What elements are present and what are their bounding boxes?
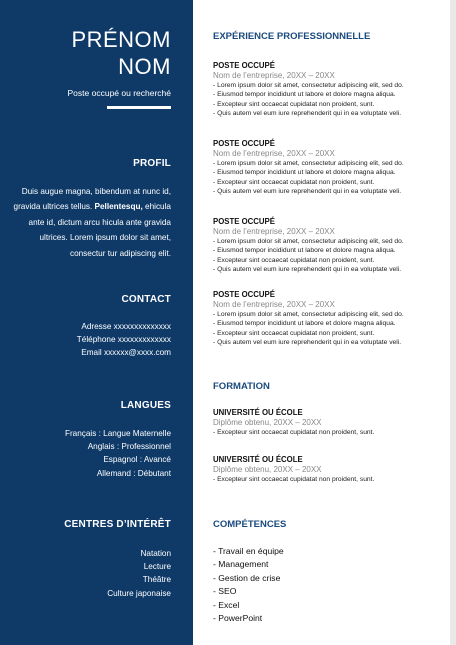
contact-address: Adresse xxxxxxxxxxxxxx — [81, 322, 171, 331]
contact-list — [77, 320, 171, 360]
contact-phone: Téléphone xxxxxxxxxxxxx — [76, 335, 171, 345]
education-entry — [213, 408, 443, 437]
contact-heading: CONTACT — [121, 294, 171, 305]
degree: Diplôme obtenu, 20XX – 20XX — [213, 418, 322, 427]
interests-heading: CENTRES D’INTÉRÊT — [64, 519, 171, 530]
job-entry — [213, 290, 443, 348]
job-bullet: - Quis autem vel eum iure reprehenderit qui in ea voluptate veli. — [213, 265, 443, 274]
skills-heading: COMPÉTENCES — [213, 519, 287, 530]
page-edge — [450, 0, 456, 645]
skill-item: - Gestion de crise — [213, 572, 284, 585]
role-title: Poste occupé ou recherché — [67, 88, 171, 98]
job-bullet: - Quis autem vel eum iure reprehenderit qui in ea voluptate veli. — [213, 338, 443, 347]
job-company: Nom de l’entreprise, 20XX – 20XX — [213, 71, 335, 80]
job-entry — [213, 139, 443, 197]
job-title: POSTE OCCUPÉ — [213, 139, 275, 148]
skills-list — [213, 545, 284, 625]
job-bullet: - Excepteur sint occaecat cupidatat non proident, sunt. — [213, 178, 443, 187]
skill-item: - Excel — [213, 599, 284, 612]
job-bullets — [213, 310, 443, 348]
language-item: Anglais : Professionnel — [87, 442, 171, 452]
sidebar — [0, 0, 193, 645]
profile-heading: PROFIL — [133, 158, 171, 169]
languages-heading: LANGUES — [120, 400, 171, 411]
job-bullet: - Lorem ipsum dolor sit amet, consectetur adipiscing elit, sed do. — [213, 81, 443, 90]
interests-list — [107, 547, 171, 600]
profile-text — [6, 184, 171, 261]
job-bullet: - Quis autem vel eum iure reprehenderit qui in ea voluptate veli. — [213, 109, 443, 118]
full-name — [71, 26, 171, 80]
first-name: PRÉNOM — [71, 27, 171, 52]
last-name: NOM — [118, 54, 171, 79]
job-bullets — [213, 81, 443, 119]
job-title: POSTE OCCUPÉ — [213, 217, 275, 226]
job-bullet: - Excepteur sint occaecat cupidatat non proident, sunt. — [213, 329, 443, 338]
job-entry — [213, 217, 443, 275]
job-bullet: - Eiusmod tempor incididunt ut labore et dolore magna aliqua. — [213, 246, 443, 255]
education-bullets — [213, 428, 443, 437]
education-bullet: - Excepteur sint occaecat cupidatat non proident, sunt. — [213, 428, 443, 437]
job-bullet: - Eiusmod tempor incididunt ut labore et dolore magna aliqua. — [213, 168, 443, 177]
experience-heading: EXPÉRIENCE PROFESSIONNELLE — [213, 31, 371, 42]
profile-text-bold: Pellentesqu, — [94, 202, 143, 212]
job-bullet: - Lorem ipsum dolor sit amet, consectetur adipiscing elit, sed do. — [213, 159, 443, 168]
interest-item: Culture japonaise — [107, 588, 171, 598]
language-item: Espagnol : Avancé — [103, 455, 171, 465]
job-bullet: - Eiusmod tempor incididunt ut labore et dolore magna aliqua. — [213, 90, 443, 99]
degree: Diplôme obtenu, 20XX – 20XX — [213, 465, 322, 474]
education-bullets — [213, 475, 443, 484]
name-divider — [107, 106, 171, 109]
education-entry — [213, 455, 443, 484]
skill-item: - SEO — [213, 585, 284, 598]
job-company: Nom de l’entreprise, 20XX – 20XX — [213, 227, 335, 236]
job-title: POSTE OCCUPÉ — [213, 61, 275, 70]
job-bullets — [213, 159, 443, 197]
job-bullet: - Excepteur sint occaecat cupidatat non proident, sunt. — [213, 256, 443, 265]
education-bullet: - Excepteur sint occaecat cupidatat non proident, sunt. — [213, 475, 443, 484]
job-title: POSTE OCCUPÉ — [213, 290, 275, 299]
skill-item: - PowerPoint — [213, 612, 284, 625]
school-name: UNIVERSITÉ OU ÉCOLE — [213, 408, 303, 417]
language-item: Français : Langue Maternelle — [64, 429, 171, 438]
contact-email: Email xxxxxx@xxxx.com — [81, 348, 171, 358]
job-bullet: - Excepteur sint occaecat cupidatat non proident, sunt. — [213, 100, 443, 109]
skill-item: - Travail en équipe — [213, 545, 284, 558]
job-company: Nom de l’entreprise, 20XX – 20XX — [213, 300, 335, 309]
language-item: Allemand : Débutant — [96, 468, 171, 478]
skill-item: - Management — [213, 558, 284, 571]
job-entry — [213, 61, 443, 119]
job-bullet: - Lorem ipsum dolor sit amet, consectetur adipiscing elit, sed do. — [213, 237, 443, 246]
job-company: Nom de l’entreprise, 20XX – 20XX — [213, 149, 335, 158]
main-column — [193, 0, 450, 645]
profile-text-b: ehicula ante id, dictum arcu hicula ante gravida ultrices. Lorem ipsum dolor sit amet, consectur tur adipiscing elit. — [28, 202, 171, 258]
interest-item: Lecture — [143, 562, 171, 572]
interest-item: Natation — [140, 549, 171, 558]
languages-list — [65, 427, 171, 480]
profile-text-a: Duis augue magna, bibendum at nunc id, gravida ultrices tellus. — [13, 187, 171, 212]
interest-item: Théâtre — [142, 575, 171, 585]
school-name: UNIVERSITÉ OU ÉCOLE — [213, 455, 303, 464]
education-heading: FORMATION — [213, 381, 270, 392]
job-bullet: - Quis autem vel eum iure reprehenderit qui in ea voluptate veli. — [213, 187, 443, 196]
job-bullets — [213, 237, 443, 275]
job-bullet: - Lorem ipsum dolor sit amet, consectetur adipiscing elit, sed do. — [213, 310, 443, 319]
job-bullet: - Eiusmod tempor incididunt ut labore et dolore magna aliqua. — [213, 319, 443, 328]
